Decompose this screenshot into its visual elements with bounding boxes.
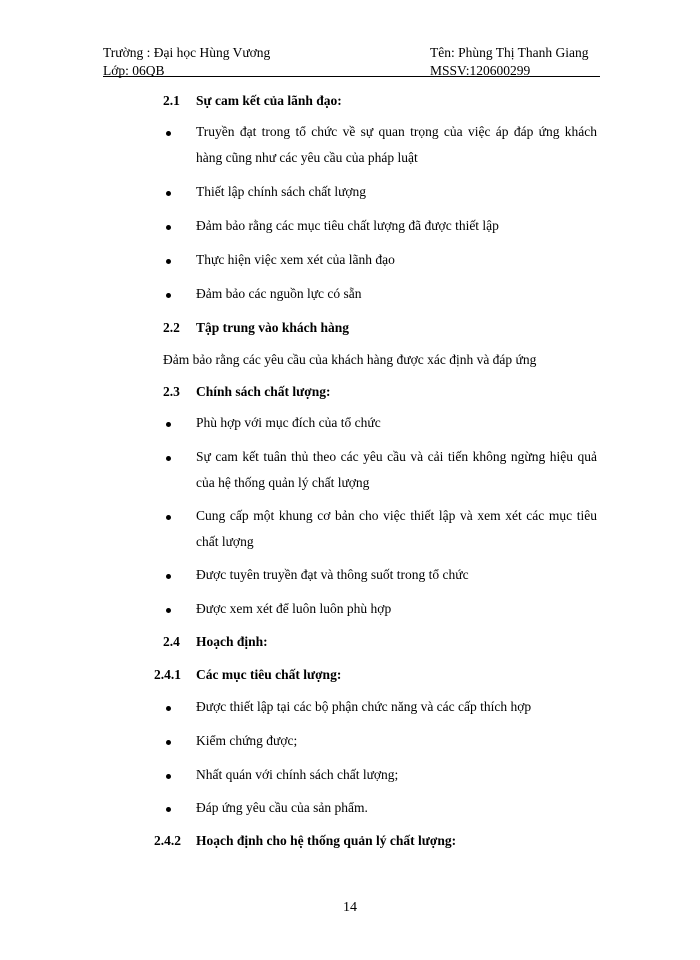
list-item-continuation: hàng cũng như các yêu cầu của pháp luật — [196, 150, 418, 165]
bullet-dot — [166, 422, 171, 427]
list-item: Sự cam kết tuân thủ theo các yêu cầu và cải tiến không ngừng hiệu quả — [196, 449, 597, 464]
bullet-dot — [166, 456, 171, 461]
list-item-continuation: chất lượng — [196, 534, 254, 549]
list-item: Được tuyên truyền đạt và thông suốt trong tổ chức — [196, 567, 469, 582]
list-item: Truyền đạt trong tổ chức về sự quan trọng của việc áp đáp ứng khách — [196, 124, 597, 139]
bullet-dot — [166, 259, 171, 264]
list-item: Thực hiện việc xem xét của lãnh đạo — [196, 252, 395, 267]
header-student-name: Tên: Phùng Thị Thanh Giang — [430, 45, 589, 60]
bullet-dot — [166, 131, 171, 136]
list-item: Thiết lập chính sách chất lượng — [196, 184, 367, 199]
section-2-2-number: 2.2 — [163, 320, 180, 335]
header-school: Trường : Đại học Hùng Vương — [103, 45, 271, 60]
list-item: Đảm bảo các nguồn lực có sẵn — [196, 286, 362, 301]
list-item: Nhất quán với chính sách chất lượng; — [196, 767, 399, 782]
paragraph: Đảm bảo rằng các yêu cầu của khách hàng được xác định và đáp ứng — [163, 352, 537, 367]
bullet-dot — [166, 191, 171, 196]
list-item: Được xem xét để luôn luôn phù hợp — [196, 601, 392, 616]
bullet-dot — [166, 706, 171, 711]
list-item: Đáp ứng yêu cầu của sản phẩm. — [196, 800, 368, 815]
bullet-dot — [166, 574, 171, 579]
bullet-dot — [166, 740, 171, 745]
bullet-dot — [166, 293, 171, 298]
section-2-4-1-number: 2.4.1 — [154, 667, 181, 682]
list-item: Đảm bảo rằng các mục tiêu chất lượng đã được thiết lập — [196, 218, 499, 233]
header-class: Lớp: 06QB — [103, 63, 165, 78]
section-2-1-number: 2.1 — [163, 93, 180, 108]
section-2-4-number: 2.4 — [163, 634, 180, 649]
section-2-2-heading: Tập trung vào khách hàng — [196, 320, 350, 335]
bullet-dot — [166, 807, 171, 812]
section-2-4-2-number: 2.4.2 — [154, 833, 181, 848]
list-item-continuation: của hệ thống quản lý chất lượng — [196, 475, 370, 490]
header-rule — [103, 76, 600, 77]
section-2-3-heading: Chính sách chất lượng: — [196, 384, 331, 399]
section-2-4-2-heading: Hoạch định cho hệ thống quản lý chất lượng: — [196, 833, 457, 848]
section-2-3-number: 2.3 — [163, 384, 180, 399]
section-2-1-heading: Sự cam kết của lãnh đạo: — [196, 93, 342, 108]
bullet-dot — [166, 225, 171, 230]
bullet-dot — [166, 515, 171, 520]
list-item: Được thiết lập tại các bộ phận chức năng và các cấp thích hợp — [196, 699, 532, 714]
section-2-4-heading: Hoạch định: — [196, 634, 268, 649]
section-2-4-1-heading: Các mục tiêu chất lượng: — [196, 667, 342, 682]
page-number: 14 — [343, 900, 357, 915]
list-item: Cung cấp một khung cơ bản cho việc thiết lập và xem xét các mục tiêu — [196, 508, 597, 523]
list-item: Kiểm chứng được; — [196, 733, 298, 748]
bullet-dot — [166, 608, 171, 613]
header-student-id: MSSV:120600299 — [430, 63, 531, 78]
list-item: Phù hợp với mục đích của tổ chức — [196, 415, 381, 430]
bullet-dot — [166, 774, 171, 779]
